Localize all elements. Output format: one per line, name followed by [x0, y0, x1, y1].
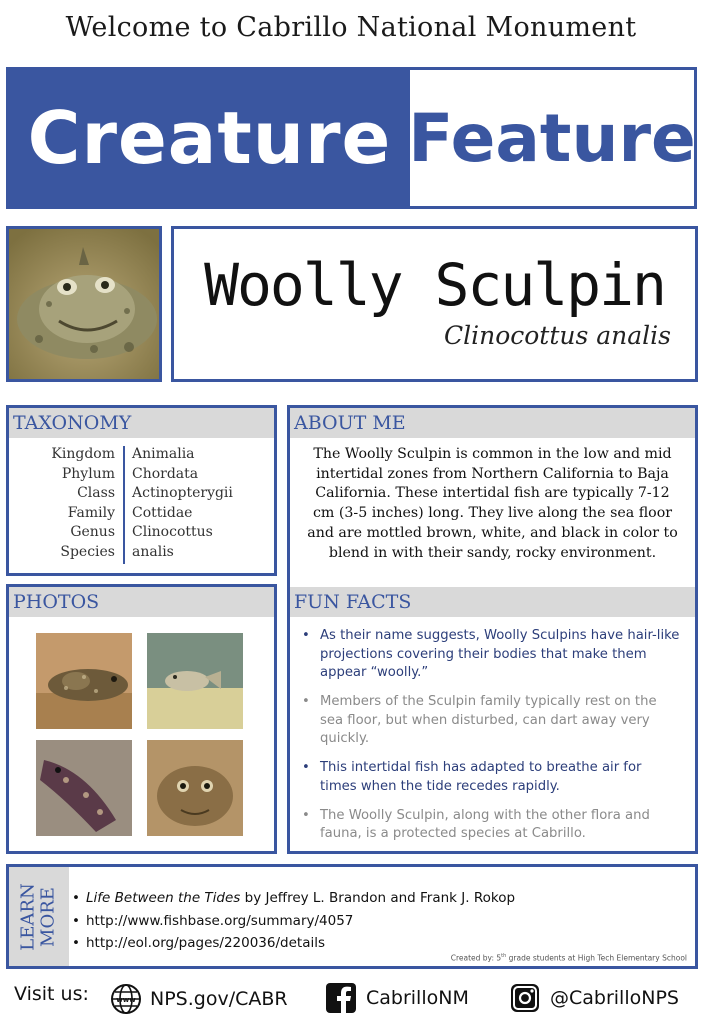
learn-more-item — [72, 887, 515, 910]
fun-facts-list — [300, 627, 681, 854]
taxonomy-row — [9, 485, 274, 505]
taxonomy-rank: Class — [77, 485, 115, 502]
about-me-heading: ABOUT ME — [290, 408, 695, 438]
learn-more-label — [19, 883, 59, 950]
about-me-text: The Woolly Sculpin is common in the low and mid intertidal zones from Northern California to Baja California. These intertidal fish are typically 7-12 cm (3-5 inches) long. They live along the sea floor and are mottled brown, white, and black in color to blend in with their sandy, rocky environment. — [307, 446, 678, 561]
book-title: Life Between the Tides — [86, 890, 241, 906]
instagram-icon — [510, 983, 540, 1013]
page-title: Welcome to Cabrillo National Monument — [65, 12, 637, 43]
svg-text:www: www — [116, 996, 136, 1004]
woolly-sculpin-photo — [6, 226, 162, 382]
sculpin-photo-2 — [147, 633, 243, 729]
taxonomy-rank: Family — [67, 504, 115, 521]
website-text: NPS.gov/CABR — [150, 988, 288, 1010]
taxonomy-rank: Genus — [70, 524, 115, 541]
taxonomy-row — [9, 544, 274, 564]
banner-creature-text: Creature — [9, 70, 410, 206]
visit-us-label: Visit us: — [14, 983, 89, 1005]
learn-more-label-line2: MORE — [38, 886, 59, 947]
learn-more-label-line1: LEARN — [18, 882, 39, 951]
taxonomy-heading: TAXONOMY — [9, 408, 274, 438]
sculpin-photo-3 — [36, 740, 132, 836]
taxonomy-rank: Species — [60, 543, 115, 560]
creature-feature-banner — [6, 67, 697, 209]
instagram-text: @CabrilloNPS — [550, 987, 679, 1009]
taxonomy-section — [6, 405, 277, 576]
globe-icon — [110, 983, 142, 1015]
taxonomy-value: Cottidae — [123, 505, 192, 525]
photos-section — [6, 584, 277, 854]
fun-facts-heading: FUN FACTS — [290, 587, 695, 617]
scientific-name: Clinocottus analis — [443, 321, 671, 350]
taxonomy-row — [9, 505, 274, 525]
taxonomy-value: Animalia — [123, 446, 195, 466]
taxonomy-value: Actinopterygii — [123, 485, 233, 505]
taxonomy-rank: Phylum — [61, 465, 115, 482]
credit-text-sup: th — [501, 952, 507, 959]
website-link[interactable] — [110, 983, 288, 1015]
learn-more-list — [72, 887, 515, 955]
taxonomy-table — [9, 446, 274, 564]
book-authors: by Jeffrey L. Brandon and Frank J. Rokop — [240, 890, 516, 906]
sculpin-photo-1 — [36, 633, 132, 729]
learn-more-section — [6, 864, 698, 969]
photos-heading: PHOTOS — [9, 587, 274, 617]
taxonomy-row — [9, 446, 274, 466]
fishbase-link[interactable]: • http://www.fishbase.org/summary/4057 — [72, 910, 515, 933]
sculpin-photo-4 — [147, 740, 243, 836]
instagram-link[interactable] — [510, 983, 679, 1013]
facebook-text: CabrilloNM — [366, 987, 469, 1009]
footer — [0, 975, 702, 1023]
taxonomy-value: Chordata — [123, 466, 198, 486]
banner-feature-text: Feature — [408, 99, 696, 177]
facebook-link[interactable] — [326, 983, 469, 1013]
fun-facts-section — [287, 587, 698, 854]
credit-text-pre: Created by: 5 — [450, 953, 502, 962]
about-me-section — [287, 405, 698, 587]
taxonomy-row — [9, 524, 274, 544]
credit-text — [451, 953, 687, 963]
fun-fact-item: • This intertidal fish has adapted to breathe air for times when the tide recedes rapidly. — [300, 759, 681, 796]
taxonomy-value: Clinocottus — [123, 524, 213, 544]
fun-fact-item: • The Woolly Sculpin, along with the other flora and fauna, is a protected species at Cabrillo. — [300, 807, 681, 844]
common-name: Woolly Sculpin — [204, 251, 665, 319]
fun-fact-item: • As their name suggests, Woolly Sculpins have hair-like projections covering their bodies that make them appear “woolly.” — [300, 627, 681, 683]
learn-more-tab — [9, 867, 69, 966]
taxonomy-row — [9, 466, 274, 486]
species-title-box — [171, 226, 698, 382]
taxonomy-rank: Kingdom — [51, 446, 115, 462]
taxonomy-value: analis — [123, 544, 174, 564]
eol-link[interactable]: • http://eol.org/pages/220036/details — [72, 932, 515, 955]
fun-fact-item: • Members of the Sculpin family typically rest on the sea floor, but when disturbed, can dart away very quickly. — [300, 693, 681, 749]
credit-text-post: grade students at High Tech Elementary School — [506, 953, 687, 962]
facebook-icon — [326, 983, 356, 1013]
